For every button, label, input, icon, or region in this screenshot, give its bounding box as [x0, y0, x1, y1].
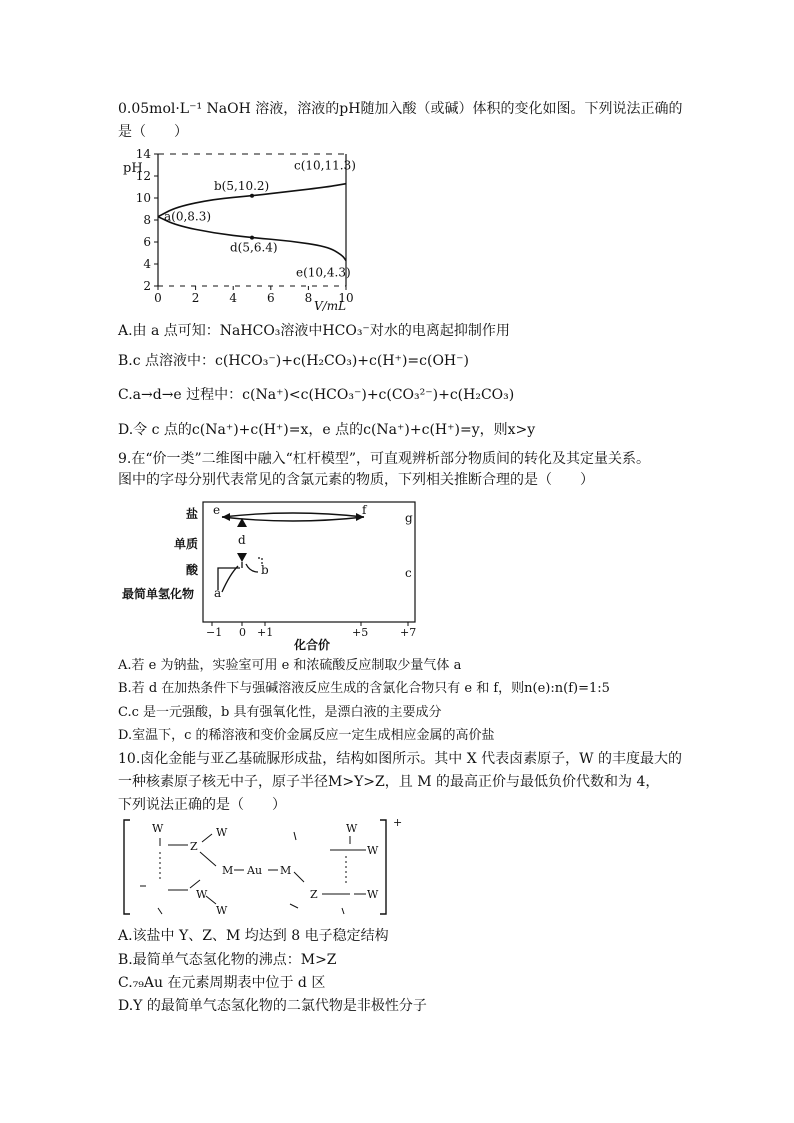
- q8-option-b: B.c 点溶液中：c(HCO₃⁻)+c(H₂CO₃)+c(H⁺)=c(OH⁻): [118, 353, 469, 369]
- y-tick-label: 14: [135, 147, 151, 161]
- q10-stem-line2: 一种核素原子核无中子，原子半径M>Y>Z，且 M 的最高正价与最低负价代数和为 4，: [118, 774, 660, 790]
- point-label: b(5,10.2): [214, 178, 270, 193]
- q9-stem-line2: 图中的字母分别代表常见的含氯元素的物质，下列相关推断合理的是（ ）: [118, 472, 594, 488]
- point-label: e(10,4.3): [296, 265, 351, 280]
- q8-option-a: A.由 a 点可知：NaHCO₃溶液中HCO₃⁻对水的电离起抑制作用: [118, 323, 510, 339]
- atom-w6: W: [367, 844, 379, 857]
- atom-w5: W: [346, 822, 358, 835]
- q9-stem-line1: 9.在“价一类”二维图中融入“杠杆模型”，可直观辨析部分物质间的转化及其定量关系。: [118, 451, 650, 467]
- point-f: f: [362, 503, 367, 517]
- y-label-acid: 酸: [186, 563, 199, 577]
- x-tick-label: 6: [266, 291, 275, 305]
- q10-option-c: C.₇₉Au 在元素周期表中位于 d 区: [118, 975, 326, 991]
- point-d: d: [238, 533, 246, 547]
- point-a: a: [214, 586, 222, 600]
- q8-stem-line1: 0.05mol·L⁻¹ NaOH 溶液，溶液的pH随加入酸（或碱）体积的变化如图。下列说法正确的: [118, 101, 683, 117]
- y-tick-label: 8: [143, 213, 151, 227]
- y-tick-label: 4: [143, 257, 151, 271]
- y-tick-label: 12: [135, 169, 151, 183]
- x-tick-label: 4: [229, 291, 238, 305]
- atom-w1: W: [152, 822, 164, 835]
- x-tick-plus7: +7: [400, 626, 417, 639]
- point-b: b: [261, 563, 269, 577]
- q10-option-d: D.Y 的最简单气态氢化物的二氯代物是非极性分子: [118, 998, 427, 1014]
- x-tick-label: 10: [338, 291, 354, 305]
- q8-option-c: C.a→d→e 过程中：c(Na⁺)<c(HCO₃⁻)+c(CO₃²⁻)+c(H₂CO₃): [118, 387, 515, 403]
- y-label-hydride: 最简单氢化物: [122, 587, 195, 601]
- point-g: g: [405, 511, 413, 525]
- y-axis-label: pH: [123, 161, 143, 176]
- atom-w7: W: [367, 888, 379, 901]
- charge-plus: +: [393, 816, 403, 829]
- x-tick-label: 0: [154, 291, 162, 305]
- point-label: c(10,11.3): [294, 158, 356, 173]
- data-point: [250, 194, 254, 198]
- point-label: a(0,8.3): [164, 209, 212, 224]
- ph-chart: [118, 144, 368, 316]
- q10-stem-line1: 10.卤化金能与亚乙基硫脲形成盐，结构如图所示。其中 X 代表卤素原子，W 的丰度最大的: [118, 751, 682, 767]
- q8-option-d: D.令 c 点的c(Na⁺)+c(H⁺)=x，e 点的c(Na⁺)+c(H⁺)=y，则x>y: [118, 422, 536, 438]
- x-tick-neg1: −1: [206, 626, 223, 639]
- x-tick-label: 2: [191, 291, 200, 305]
- atom-m2: M: [280, 864, 292, 877]
- atom-w2: W: [216, 826, 228, 839]
- y-tick-label: 10: [135, 191, 151, 205]
- atom-z2: Z: [310, 888, 318, 901]
- structure-figure: [118, 816, 403, 920]
- q9-option-b: B.若 d 在加热条件下与强碱溶液反应生成的含氯化合物只有 e 和 f，则n(e):n(f)=1:5: [118, 681, 610, 696]
- x-axis-label: 化合价: [294, 638, 331, 651]
- point-c: c: [405, 566, 412, 580]
- y-tick-label: 6: [143, 235, 151, 249]
- q10-option-a: A.该盐中 Y、Z、M 均达到 8 电子稳定结构: [118, 928, 389, 944]
- data-point: [250, 236, 254, 240]
- x-tick-plus5: +5: [352, 626, 369, 639]
- chart-labels: [164, 159, 356, 280]
- q10-stem-line3: 下列说法正确的是（ ）: [118, 797, 286, 813]
- q9-option-c: C.c 是一元强酸，b 具有强氧化性，是漂白液的主要成分: [118, 705, 442, 720]
- point-label: d(5,6.4): [230, 240, 278, 255]
- point-e: e: [213, 503, 221, 517]
- y-label-salt: 盐: [186, 507, 199, 521]
- y-tick-label: 2: [143, 279, 151, 293]
- q9-option-a: A.若 e 为钠盐，实验室可用 e 和浓硫酸反应制取少量气体 a: [118, 658, 462, 673]
- x-tick-label: 8: [304, 291, 313, 305]
- valence-class-figure: [118, 496, 423, 651]
- y-label-element: 单质: [174, 537, 199, 551]
- q9-option-d: D.室温下，c 的稀溶液和变价金属反应一定生成相应金属的高价盐: [118, 728, 495, 743]
- x-tick-plus1: +1: [257, 626, 274, 639]
- atom-z1: Z: [190, 840, 198, 853]
- atom-w4: W: [216, 904, 228, 917]
- x-axis-label: V/mL: [314, 299, 347, 313]
- q10-option-b: B.最简单气态氢化物的沸点：M>Z: [118, 952, 337, 968]
- atom-m1: M: [222, 864, 234, 877]
- atom-w3: W: [196, 888, 208, 901]
- x-tick-0: 0: [239, 626, 246, 639]
- q8-stem-line2: 是（ ）: [118, 124, 188, 140]
- atom-au: Au: [247, 864, 263, 877]
